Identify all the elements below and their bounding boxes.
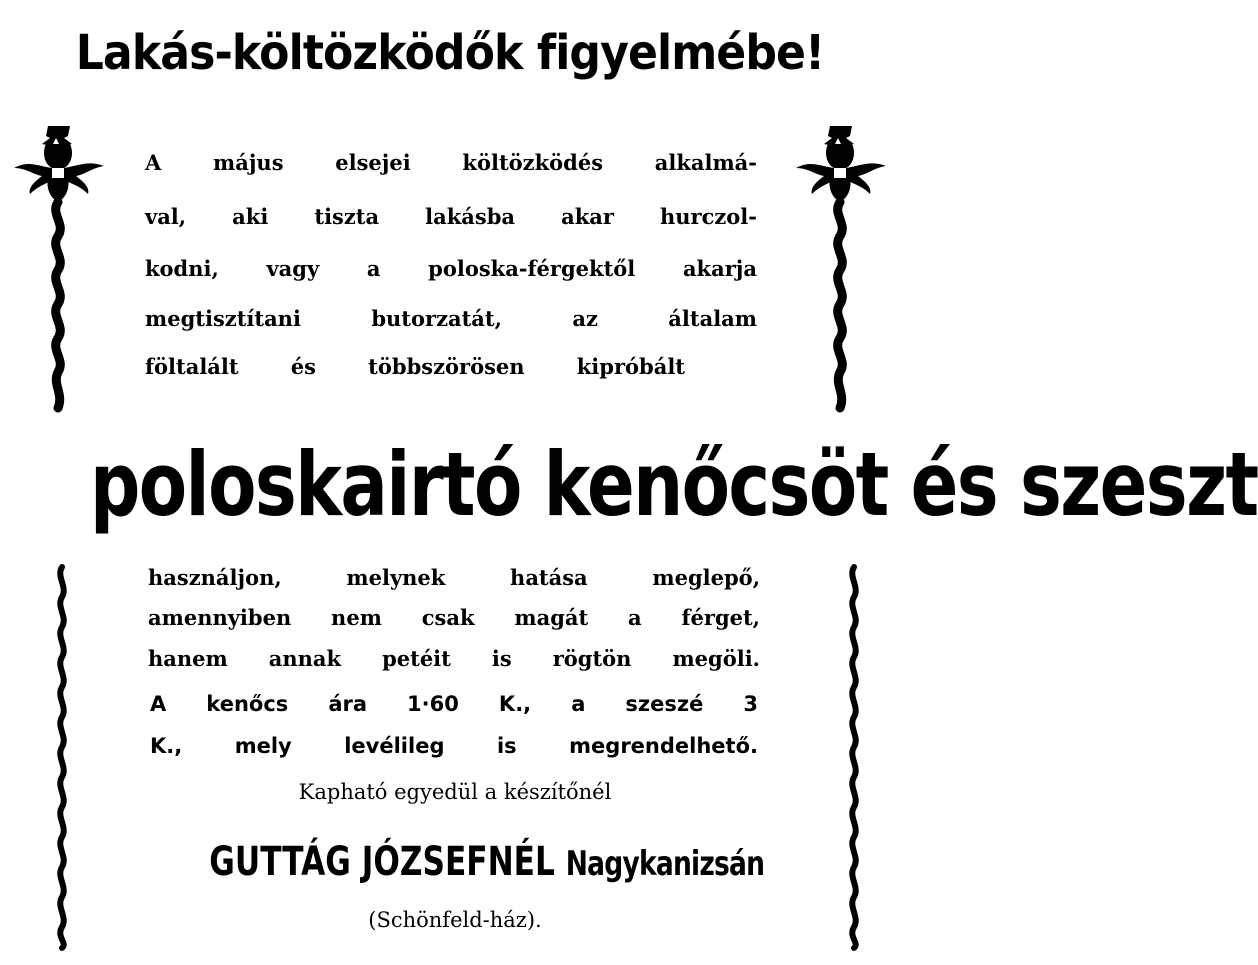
maker-town: Nagykanizsán — [565, 844, 765, 884]
intro-line: kodni, vagy a poloska-férgektől akarja — [145, 256, 757, 281]
availability-text: Kapható egyedül a készítőnél — [298, 780, 612, 804]
right-thistle-ornament — [790, 122, 890, 412]
price-line: K., mely levélileg is megrendelhető. — [150, 734, 758, 758]
product-name: poloskairtó kenőcsöt és szeszt — [90, 433, 1258, 536]
left-wavy-rule — [52, 565, 72, 950]
headline: Lakás-költözködők figyelmébe! — [75, 25, 825, 81]
intro-line: megtisztítani butorzatát, az általam — [145, 306, 757, 331]
usage-line: hanem annak petéit is rögtön megöli. — [148, 646, 760, 671]
usage-line: használjon, melynek hatása meglepő, — [148, 565, 760, 590]
right-wavy-rule — [844, 565, 864, 950]
intro-line: val, aki tiszta lakásba akar hurczol- — [145, 204, 757, 229]
maker-line — [209, 832, 765, 894]
maker-name: GUTTÁG JÓZSEFNÉL — [209, 839, 555, 885]
left-thistle-ornament — [8, 122, 108, 412]
intro-line: A május elsejei költözködés alkalmá- — [145, 150, 757, 175]
intro-line: föltalált és többszörösen kipróbált — [145, 354, 685, 379]
address-text: (Schönfeld-ház). — [368, 908, 542, 932]
price-line: A kenőcs ára 1·60 K., a szeszé 3 — [150, 692, 758, 716]
usage-line: amennyiben nem csak magát a férget, — [148, 605, 760, 630]
